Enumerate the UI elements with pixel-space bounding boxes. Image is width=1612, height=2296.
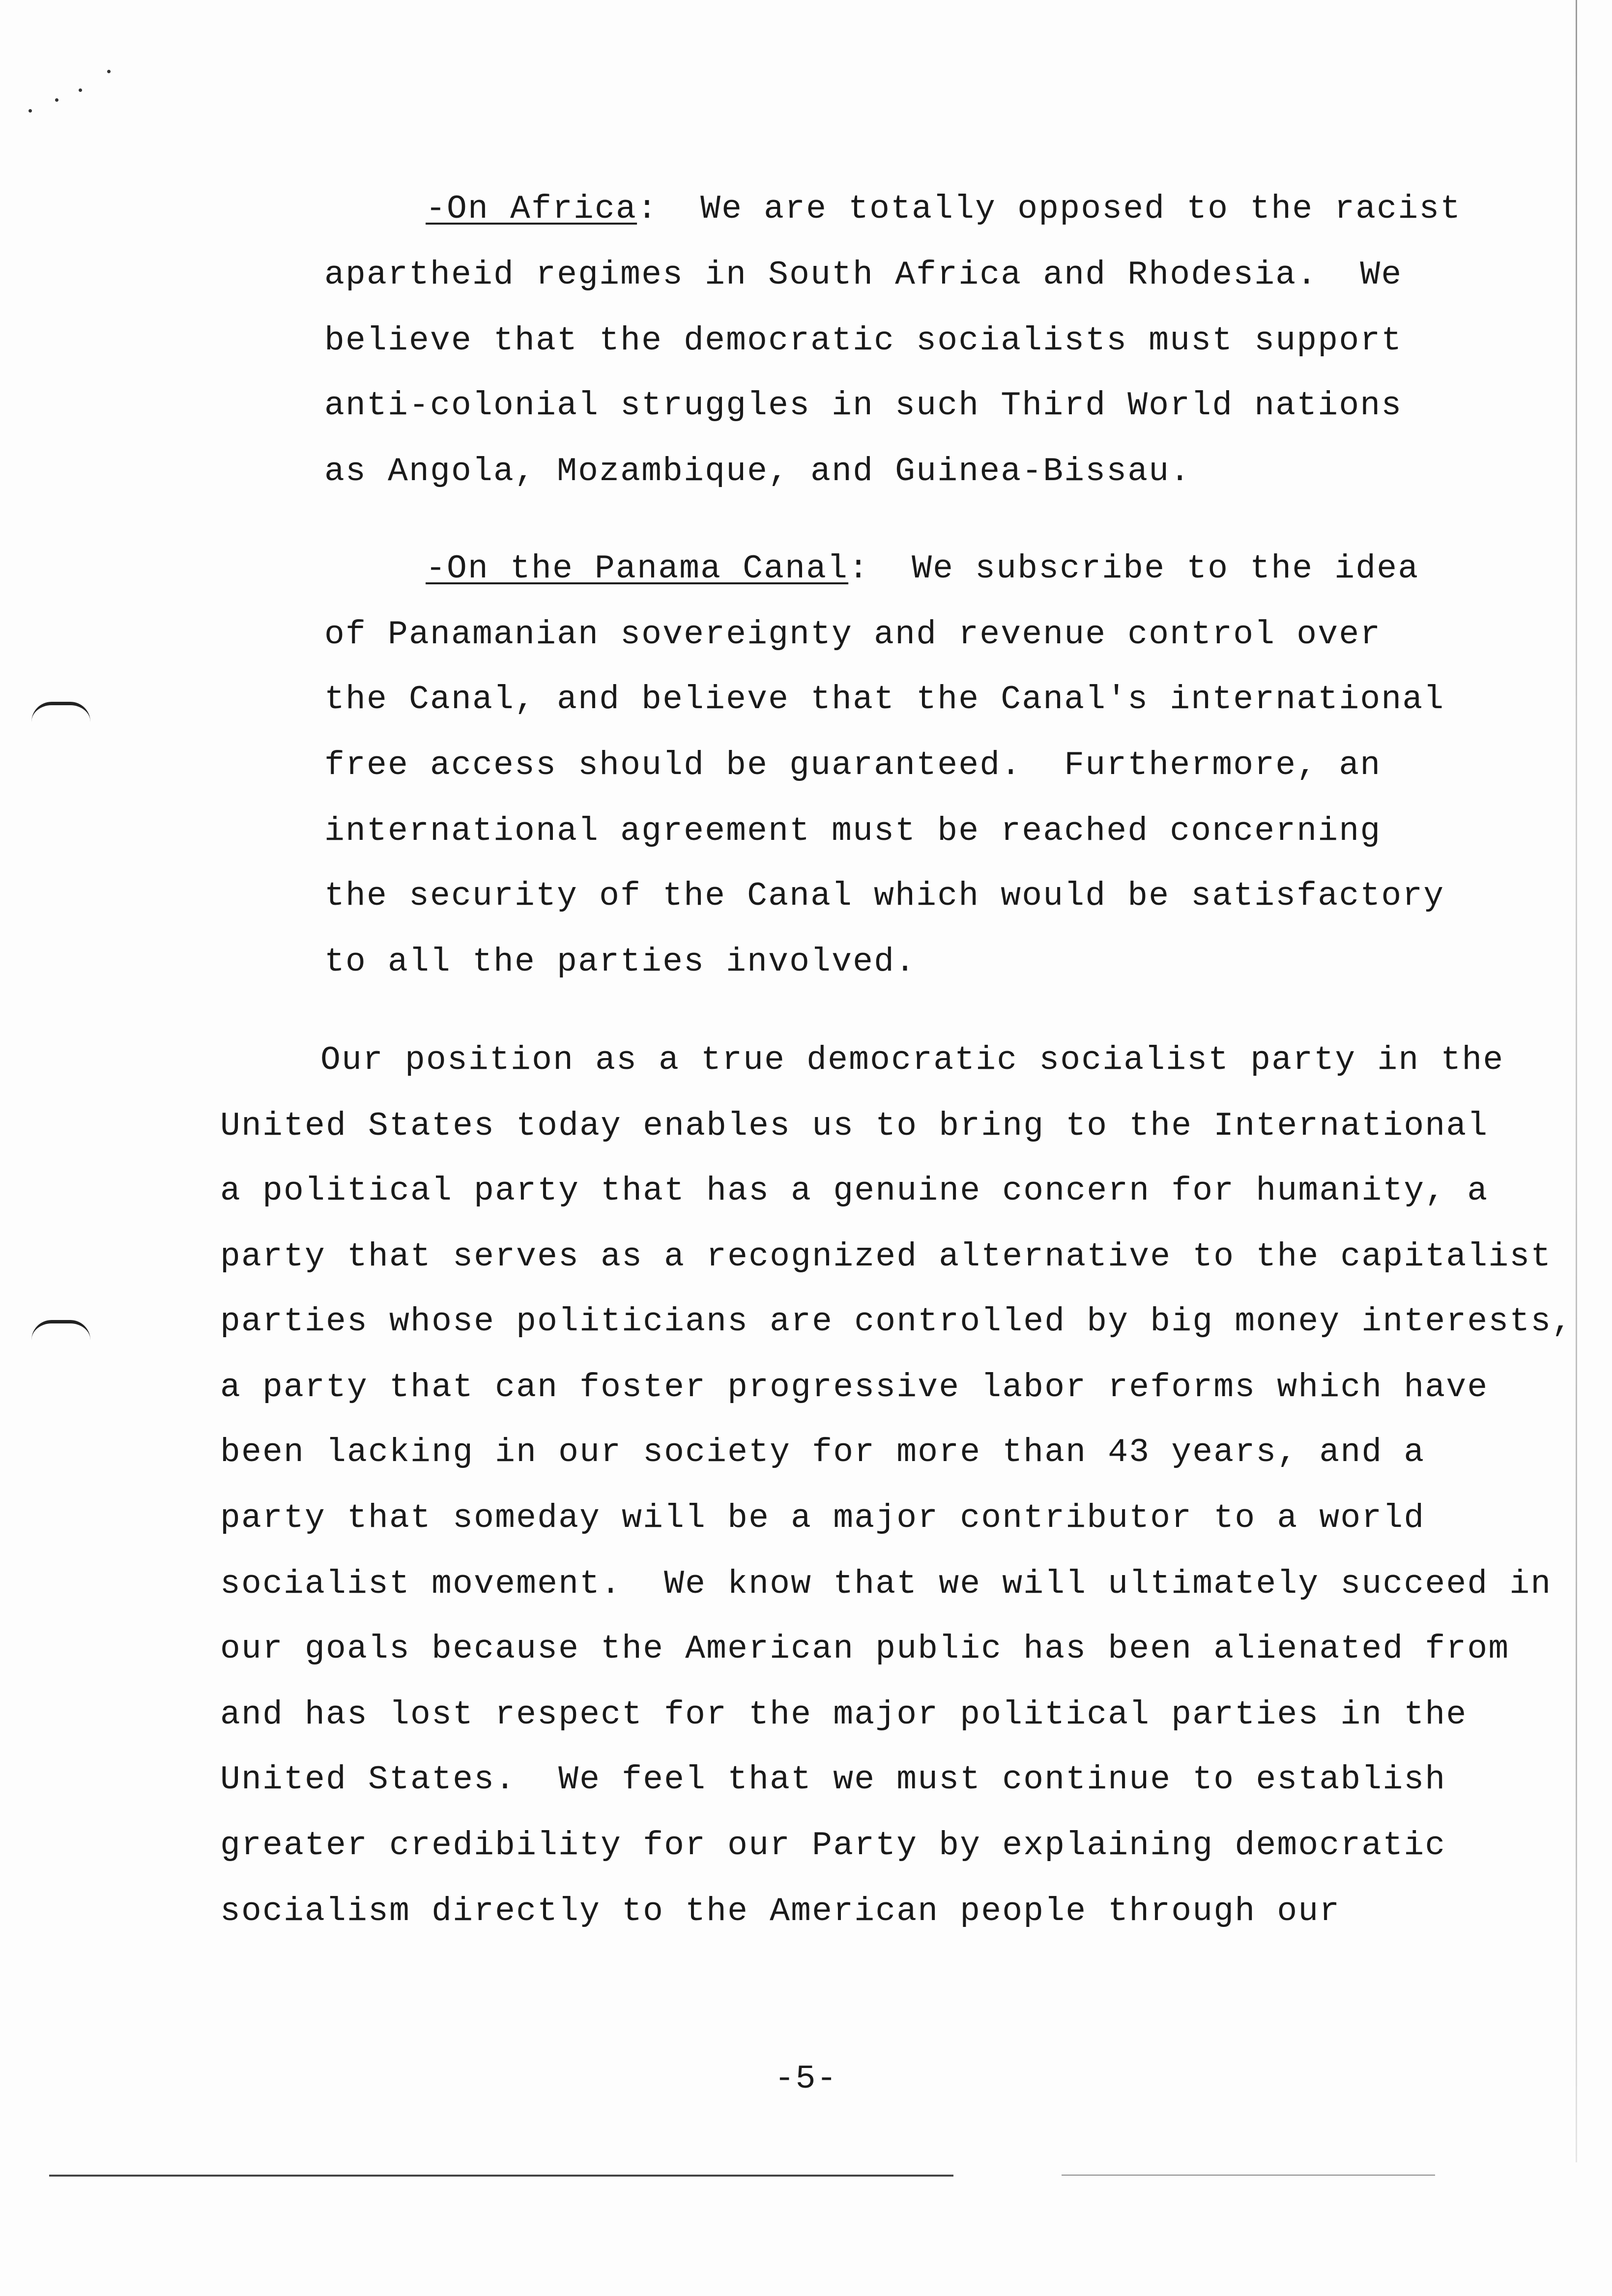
bottom-rule — [49, 2175, 953, 2177]
position-line-14: socialism directly to the American people through our — [220, 1893, 1341, 1930]
position-line-1: Our position as a true democratic socialist party in the — [320, 1041, 1504, 1079]
scan-speck — [107, 70, 111, 73]
africa-line-5: as Angola, Mozambique, and Guinea-Bissau. — [324, 453, 1191, 490]
panama-line-3: the Canal, and believe that the Canal's international — [324, 681, 1445, 718]
africa-line-1: -On Africa: We are totally opposed to the racist — [426, 190, 1462, 228]
panama-line-4: free access should be guaranteed. Furthermore, an — [324, 746, 1382, 784]
panama-line-2: of Panamanian sovereignty and revenue control over — [324, 616, 1382, 654]
scan-speck — [55, 98, 58, 102]
bottom-rule-faint — [1062, 2175, 1435, 2176]
binder-hole-mark — [31, 1320, 90, 1340]
panama-line-6: the security of the Canal which would be satisfactory — [324, 877, 1445, 915]
africa-line-4: anti-colonial struggles in such Third World nations — [324, 387, 1403, 425]
africa-line-2: apartheid regimes in South Africa and Rhodesia. We — [324, 256, 1403, 294]
position-line-12: United States. We feel that we must continue to establish — [220, 1761, 1446, 1799]
panama-heading: -On the Panama Canal — [426, 550, 849, 588]
position-line-2: United States today enables us to bring to the International — [220, 1107, 1489, 1145]
binder-hole-mark — [31, 702, 90, 722]
panama-line-5: international agreement must be reached concerning — [324, 812, 1382, 850]
position-line-5: parties whose politicians are controlled by big money interests, — [220, 1303, 1573, 1341]
position-line-4: party that serves as a recognized alternative to the capitalist — [220, 1238, 1552, 1276]
scan-edge-shadow — [1576, 0, 1577, 2162]
panama-line-7: to all the parties involved. — [324, 943, 917, 981]
position-line-9: socialist movement. We know that we will ultimately succeed in — [220, 1565, 1552, 1603]
page-number: -5- — [774, 2060, 838, 2098]
position-line-10: our goals because the American public has been alienated from — [220, 1630, 1510, 1668]
position-line-7: been lacking in our society for more than 43 years, and a — [220, 1434, 1425, 1471]
position-line-3: a political party that has a genuine concern for humanity, a — [220, 1172, 1489, 1210]
position-line-8: party that someday will be a major contributor to a world — [220, 1499, 1425, 1537]
scan-speck — [29, 109, 32, 113]
position-line-13: greater credibility for our Party by explaining democratic — [220, 1827, 1446, 1865]
position-line-6: a party that can foster progressive labor reforms which have — [220, 1369, 1489, 1406]
position-line-11: and has lost respect for the major political parties in the — [220, 1696, 1468, 1734]
scan-speck — [79, 88, 82, 92]
africa-heading: -On Africa — [426, 190, 637, 228]
africa-line-3: believe that the democratic socialists must support — [324, 322, 1403, 360]
panama-line-1: -On the Panama Canal: We subscribe to the idea — [426, 550, 1419, 588]
